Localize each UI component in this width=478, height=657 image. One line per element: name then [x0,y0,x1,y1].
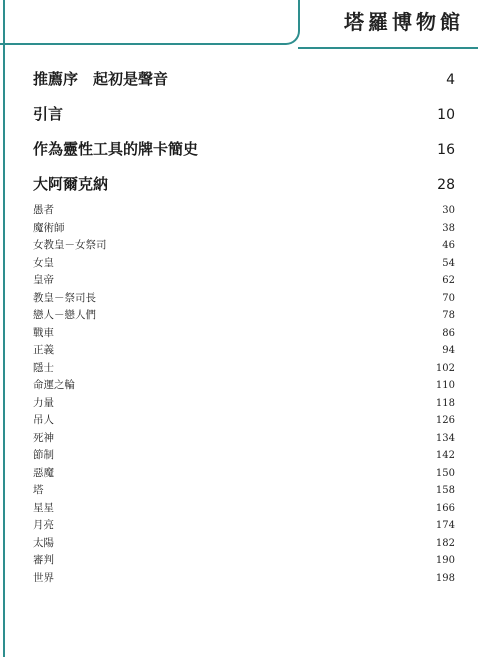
toc-entry-label: 月亮 [33,519,54,531]
toc-entry-page: 78 [442,310,455,321]
toc-entry[interactable] [33,325,455,343]
toc-entry-page: 126 [435,415,455,426]
toc-entry-page: 182 [435,537,455,549]
toc-entry-page: 54 [442,257,455,269]
toc-entry[interactable] [33,290,455,308]
toc-entry-page: 158 [435,485,455,496]
toc-entry[interactable] [33,535,455,553]
book-title: 塔羅博物館 [344,10,464,34]
toc-entry-label: 惡魔 [33,466,54,479]
toc-entry-page: 150 [435,467,455,479]
toc-section-label: 大阿爾克納 [33,175,109,193]
toc-entry-label: 魔術師 [33,221,65,234]
toc-entry-label: 命運之輪 [33,379,75,391]
toc-entry[interactable] [33,360,455,378]
toc-entry[interactable] [33,430,455,448]
toc-entry-list [33,202,455,587]
toc-entry-label: 世界 [33,571,54,584]
toc-section-introduction[interactable] [33,97,455,132]
toc-section-page: 10 [437,107,455,123]
toc-entry-label: 節制 [33,449,54,461]
toc-entry-page: 46 [442,240,455,251]
toc-entry[interactable] [33,395,455,413]
toc-entry[interactable] [33,307,455,325]
toc-entry-page: 198 [435,572,455,584]
toc-section-history[interactable] [33,132,455,167]
toc-entry[interactable] [33,465,455,483]
toc-entry[interactable] [33,220,455,238]
toc-entry[interactable] [33,517,455,535]
toc-entry-page: 62 [442,275,455,286]
toc-entry-label: 力量 [33,396,54,409]
toc-entry-label: 星星 [33,501,54,514]
toc-entry[interactable] [33,552,455,570]
toc-entry-label: 女皇 [33,256,54,269]
toc-entry[interactable] [33,237,455,255]
toc-entry-page: 38 [442,222,455,234]
toc-entry-label: 塔 [33,484,44,496]
toc-entry-page: 102 [435,362,455,374]
toc-entry[interactable] [33,342,455,360]
toc-entry-page: 94 [442,345,455,356]
toc-entry-label: 死神 [33,431,54,444]
toc-entry-label: 戰車 [33,326,54,339]
toc-entry[interactable] [33,482,455,500]
toc-entry-label: 愚者 [33,204,54,216]
toc-entry[interactable] [33,272,455,290]
toc-entry-label: 女教皇－女祭司 [33,239,107,251]
toc-section-page: 4 [446,72,455,88]
toc-entry[interactable] [33,447,455,465]
toc-entry-label: 戀人－戀人們 [33,309,96,321]
toc-section-label: 引言 [33,105,64,123]
toc-section-major-arcana[interactable] [33,167,455,202]
toc-entry[interactable] [33,570,455,588]
page-frame-corner [0,0,300,45]
toc-entry[interactable] [33,202,455,220]
toc-entry-page: 166 [435,502,455,514]
toc-entry-label: 皇帝 [33,274,54,286]
toc-section-page: 28 [437,177,455,193]
toc-entry-page: 190 [435,555,455,566]
toc-section-page: 16 [437,142,455,158]
page-frame-left [3,0,5,657]
toc-entry-label: 正義 [33,344,54,356]
toc-entry[interactable] [33,377,455,395]
toc-entry-label: 審判 [33,554,54,566]
toc-entry[interactable] [33,412,455,430]
toc-entry-page: 174 [435,520,455,531]
toc-entry-label: 太陽 [33,536,54,549]
toc-entry-page: 86 [442,327,455,339]
toc-entry-page: 134 [435,432,455,444]
table-of-contents [33,62,455,587]
toc-entry-page: 142 [435,450,455,461]
toc-entry-page: 110 [435,380,455,391]
toc-entry-page: 118 [435,397,455,409]
toc-section-label: 推薦序 起初是聲音 [33,70,169,88]
toc-entry[interactable] [33,255,455,273]
page-frame-header-rule [298,47,478,49]
toc-entry[interactable] [33,500,455,518]
toc-section-foreword[interactable] [33,62,455,97]
toc-section-label: 作為靈性工具的牌卡簡史 [33,140,199,158]
toc-entry-page: 30 [442,205,455,216]
toc-entry-label: 吊人 [33,414,54,426]
toc-entry-page: 70 [442,292,455,304]
toc-entry-label: 隱士 [33,361,54,374]
toc-entry-label: 教皇－祭司長 [33,291,96,304]
